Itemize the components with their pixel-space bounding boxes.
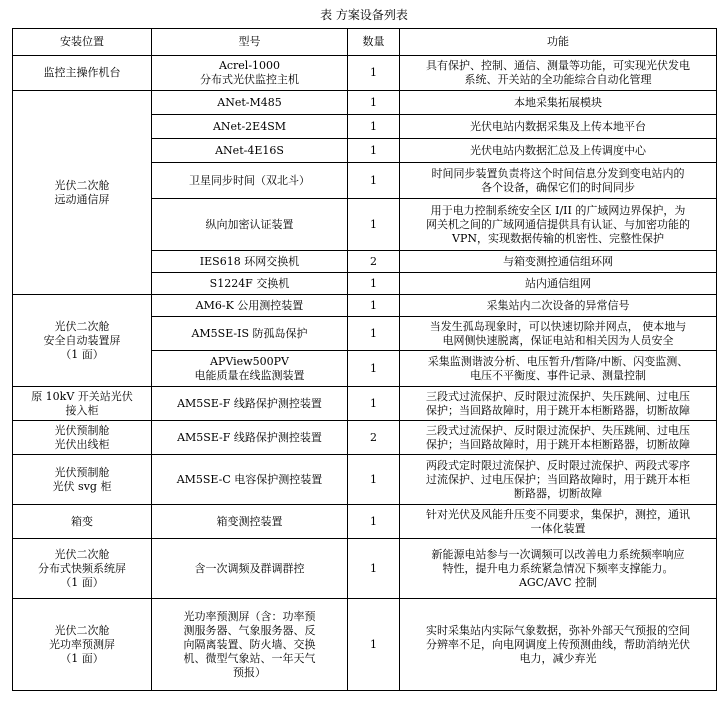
location-cell: 光伏预制舱 光伏 svg 柜	[13, 455, 152, 505]
model-cell: ANet-4E16S	[152, 139, 348, 163]
function-cell: 实时采集站内实际气象数据，弥补外部天气预报的空间 分辨率不足，向电网调度上传预测曲线，帮助消纳光伏 电力，减少弃光	[400, 599, 717, 691]
quantity-cell: 1	[348, 351, 400, 387]
function-cell: 针对光伏及风能升压变不同要求，集保护，测控，通讯 一体化装置	[400, 505, 717, 539]
location-cell: 光伏二次舱 远动通信屏	[13, 91, 152, 295]
table-row	[13, 599, 717, 691]
function-cell: 当发生孤岛现象时，可以快速切除并网点， 使本地与 电网侧快速脱离，保证电站和相关因为人员安全	[400, 317, 717, 351]
header-location: 安装位置	[13, 29, 152, 56]
quantity-cell: 1	[348, 115, 400, 139]
table-row	[13, 91, 717, 115]
header-function: 功能	[400, 29, 717, 56]
location-cell: 原 10kV 开关站光伏 接入柜	[13, 387, 152, 421]
quantity-cell: 1	[348, 295, 400, 317]
function-cell: 两段式定时限过流保护、反时限过流保护、两段式零序 过流保护、过电压保护；当回路故障时，用于跳开本柜 断路器，切断故障	[400, 455, 717, 505]
table-row	[13, 505, 717, 539]
function-cell: 采集监测谐波分析、电压暂升/暂降/中断、闪变监测、 电压不平衡度、事件记录、测量控制	[400, 351, 717, 387]
model-cell: S1224F 交换机	[152, 273, 348, 295]
model-cell: 箱变测控装置	[152, 505, 348, 539]
quantity-cell: 1	[348, 56, 400, 91]
table-row	[13, 56, 717, 91]
function-cell: 时间同步装置负责将这个时间信息分发到变电站内的 各个设备，确保它们的时间同步	[400, 163, 717, 199]
header-quantity: 数量	[348, 29, 400, 56]
function-cell: 三段式过流保护、反时限过流保护、失压跳闸、过电压 保护；当回路故障时，用于跳开本柜断路器，切断故障	[400, 421, 717, 455]
table-row	[13, 295, 717, 317]
location-cell: 光伏二次舱 分布式快频系统屏 （1 面）	[13, 539, 152, 599]
quantity-cell: 1	[348, 273, 400, 295]
model-cell: Acrel-1000 分布式光伏监控主机	[152, 56, 348, 91]
model-cell: AM5SE-C 电容保护测控装置	[152, 455, 348, 505]
header-model: 型号	[152, 29, 348, 56]
equipment-table	[12, 28, 717, 691]
model-cell: 卫星同步时间（双北斗）	[152, 163, 348, 199]
table-row	[13, 455, 717, 505]
function-cell: 三段式过流保护、反时限过流保护、失压跳闸、过电压 保护；当回路故障时，用于跳开本柜断路器，切断故障	[400, 387, 717, 421]
model-cell: 纵向加密认证装置	[152, 199, 348, 251]
function-cell: 具有保护、控制、通信、测量等功能，可实现光伏发电 系统、开关站的全功能综合自动化管理	[400, 56, 717, 91]
location-cell: 箱变	[13, 505, 152, 539]
model-cell: APView500PV 电能质量在线监测装置	[152, 351, 348, 387]
location-cell: 光伏预制舱 光伏出线柜	[13, 421, 152, 455]
quantity-cell: 2	[348, 421, 400, 455]
quantity-cell: 1	[348, 91, 400, 115]
function-cell: 与箱变测控通信组环网	[400, 251, 717, 273]
function-cell: 光伏电站内数据汇总及上传调度中心	[400, 139, 717, 163]
quantity-cell: 1	[348, 317, 400, 351]
function-cell: 本地采集拓展模块	[400, 91, 717, 115]
table-header-row	[13, 29, 717, 56]
quantity-cell: 1	[348, 539, 400, 599]
location-cell: 光伏二次舱 光功率预测屏 （1 面）	[13, 599, 152, 691]
quantity-cell: 1	[348, 199, 400, 251]
model-cell: AM5SE-IS 防孤岛保护	[152, 317, 348, 351]
model-cell: ANet-M485	[152, 91, 348, 115]
location-cell: 光伏二次舱 安全自动装置屏 （1 面）	[13, 295, 152, 387]
model-cell: AM5SE-F 线路保护测控装置	[152, 421, 348, 455]
quantity-cell: 1	[348, 599, 400, 691]
quantity-cell: 2	[348, 251, 400, 273]
function-cell: 采集站内二次设备的异常信号	[400, 295, 717, 317]
location-cell: 监控主操作机台	[13, 56, 152, 91]
function-cell: 用于电力控制系统安全区 I/II 的广域网边界保护，为 网关机之间的广域网通信提供具有认证、与加密功能的 VPN，实现数据传输的机密性、完整性保护	[400, 199, 717, 251]
quantity-cell: 1	[348, 505, 400, 539]
model-cell: AM5SE-F 线路保护测控装置	[152, 387, 348, 421]
model-cell: IES618 环网交换机	[152, 251, 348, 273]
table-row	[13, 421, 717, 455]
quantity-cell: 1	[348, 387, 400, 421]
quantity-cell: 1	[348, 163, 400, 199]
function-cell: 新能源电站参与一次调频可以改善电力系统频率响应 特性，提升电力系统紧急情况下频率支撑能力。 AGC/AVC 控制	[400, 539, 717, 599]
table-row	[13, 387, 717, 421]
model-cell: 含一次调频及群调群控	[152, 539, 348, 599]
model-cell: ANet-2E4SM	[152, 115, 348, 139]
function-cell: 站内通信组网	[400, 273, 717, 295]
table-row	[13, 539, 717, 599]
table-caption: 表 方案设备列表	[320, 8, 408, 22]
quantity-cell: 1	[348, 455, 400, 505]
function-cell: 光伏电站内数据采集及上传本地平台	[400, 115, 717, 139]
model-cell: 光功率预测屏（含：功率预 测服务器、气象服务器、反 向隔离装置、防火墙、交换 机、微型气象站、一年天气 预报）	[152, 599, 348, 691]
quantity-cell: 1	[348, 139, 400, 163]
model-cell: AM6-K 公用测控装置	[152, 295, 348, 317]
